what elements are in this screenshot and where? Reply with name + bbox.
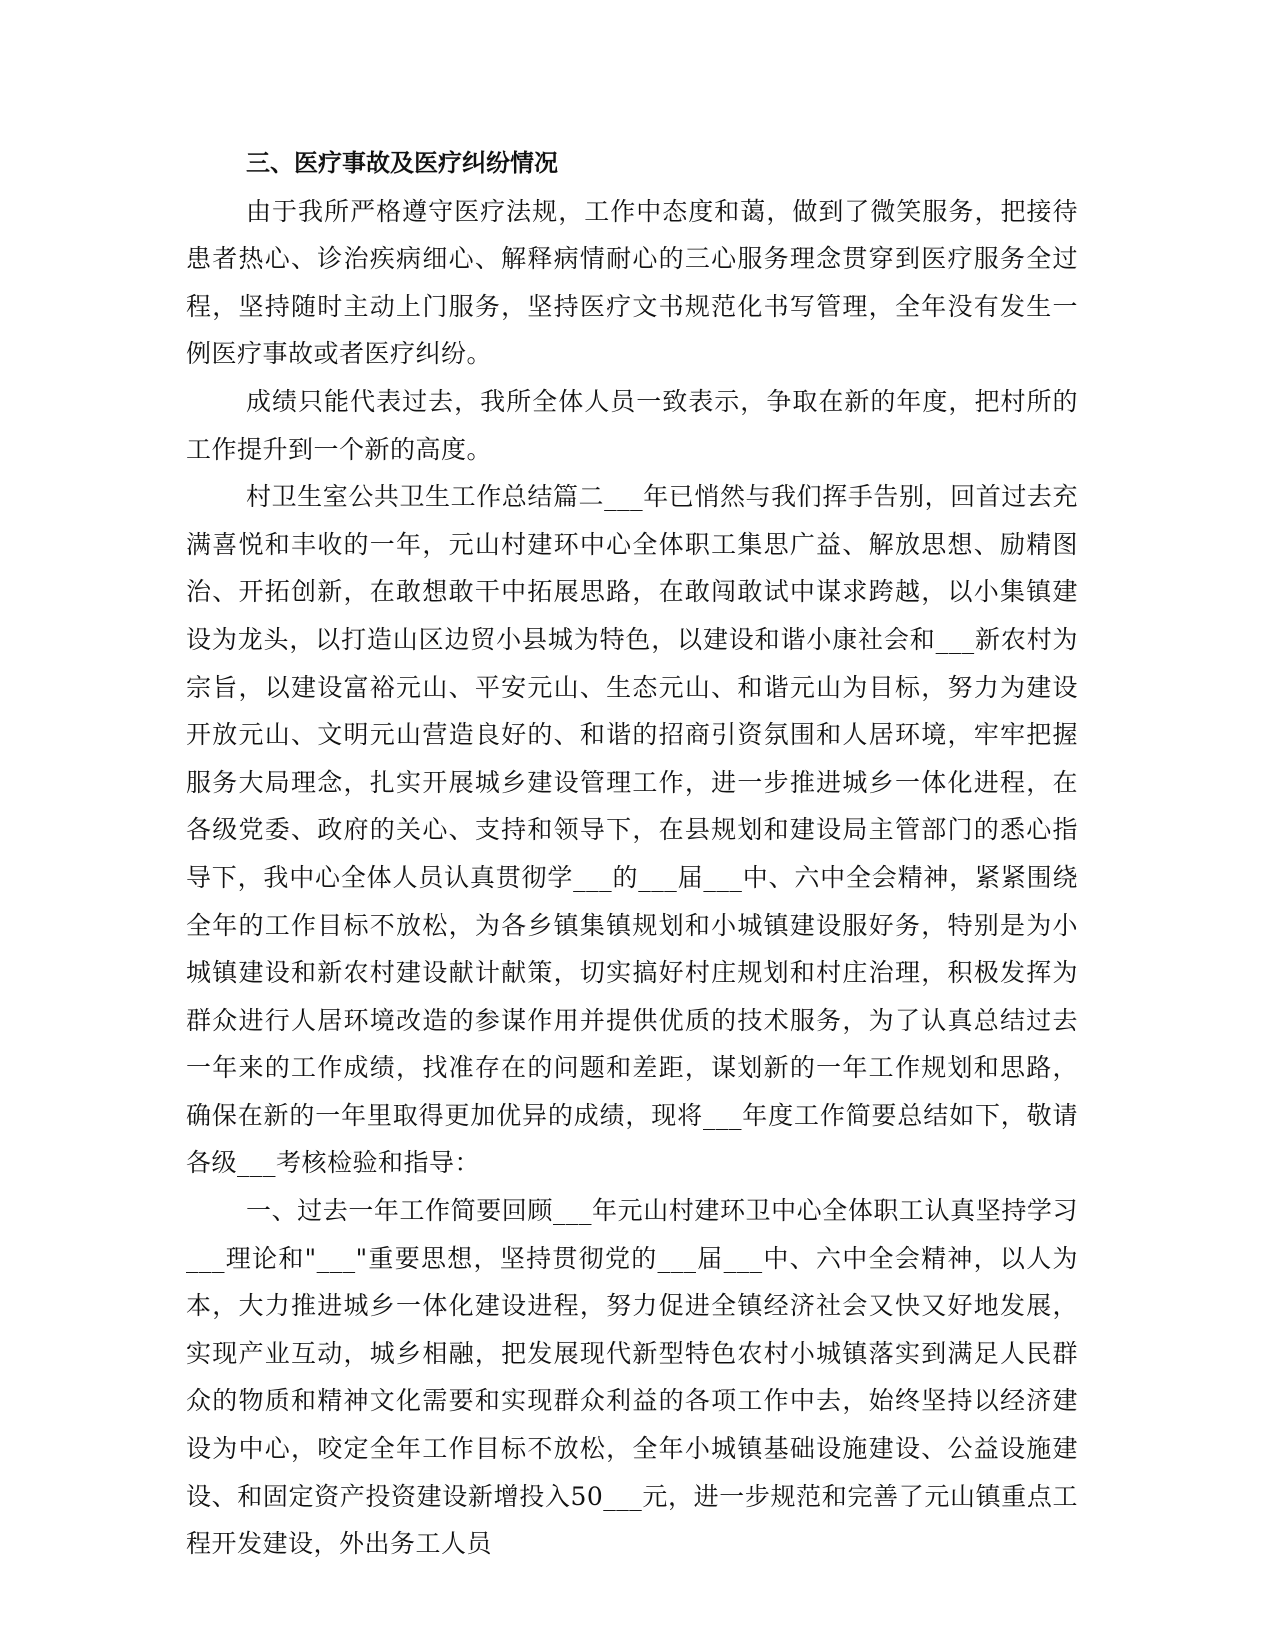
section-heading: 三、医疗事故及医疗纠纷情况 <box>246 149 558 177</box>
document-body <box>186 140 1078 1568</box>
paragraph-medical-disputes: 由于我所严格遵守医疗法规，工作中态度和蔼，做到了微笑服务，把接待患者热心、诊治疾病细心、解释病情耐心的三心服务理念贯穿到医疗服务全过程，坚持随时主动上门服务，坚持医疗文书规范化书写管理，全年没有发生一例医疗事故或者医疗纠纷。 <box>186 196 1078 369</box>
paragraph-summary-part-two: 村卫生室公共卫生工作总结篇二___年已悄然与我们挥手告别，回首过去充满喜悦和丰收的一年，元山村建环中心全体职工集思广益、解放思想、励精图治、开拓创新，在敢想敢干中拓展思路，在敢闯敢试中谋求跨越，以小集镇建设为龙头，以打造山区边贸小县城为特色，以建设和谐小康社会和___新农村为宗旨，以建设富裕元山、平安元山、生态元山、和谐元山为目标，努力为建设开放元山、文明元山营造良好的、和谐的招商引资氛围和人居环境，牢牢把握服务大局理念，扎实开展城乡建设管理工作，进一步推进城乡一体化进程，在各级党委、政府的关心、支持和领导下，在县规划和建设局主管部门的悉心指导下，我中心全体人员认真贯彻学___的___届___中、六中全会精神，紧紧围绕全年的工作目标不放松，为各乡镇集镇规划和小城镇建设服好务，特别是为小城镇建设和新农村建设献计献策，切实搞好村庄规划和村庄治理，积极发挥为群众进行人居环境改造的参谋作用并提供优质的技术服务，为了认真总结过去一年来的工作成绩，找准存在的问题和差距，谋划新的一年工作规划和思路，确保在新的一年里取得更加优异的成绩，现将___年度工作简要总结如下，敬请各级___考核检验和指导： <box>186 482 1078 1178</box>
paragraph-year-review: 一、过去一年工作简要回顾___年元山村建环卫中心全体职工认真坚持学习___理论和"___"重要思想，坚持贯彻党的___届___中、六中全会精神，以人为本，大力推进城乡一体化建设进程，努力促进全镇经济社会又快又好地发展，实现产业互动，城乡相融，把发展现代新型特色农村小城镇落实到满足人民群众的物质和精神文化需要和实现群众利益的各项工作中去，始终坚持以经济建设为中心，咬定全年工作目标不放松，全年小城镇基础设施建设、公益设施建设、和固定资产投资建设新增投入50___元，进一步规范和完善了元山镇重点工程开发建设，外出务工人员 <box>186 1196 1078 1559</box>
paragraph-achievements: 成绩只能代表过去，我所全体人员一致表示，争取在新的年度，把村所的工作提升到一个新的高度。 <box>186 386 1078 464</box>
